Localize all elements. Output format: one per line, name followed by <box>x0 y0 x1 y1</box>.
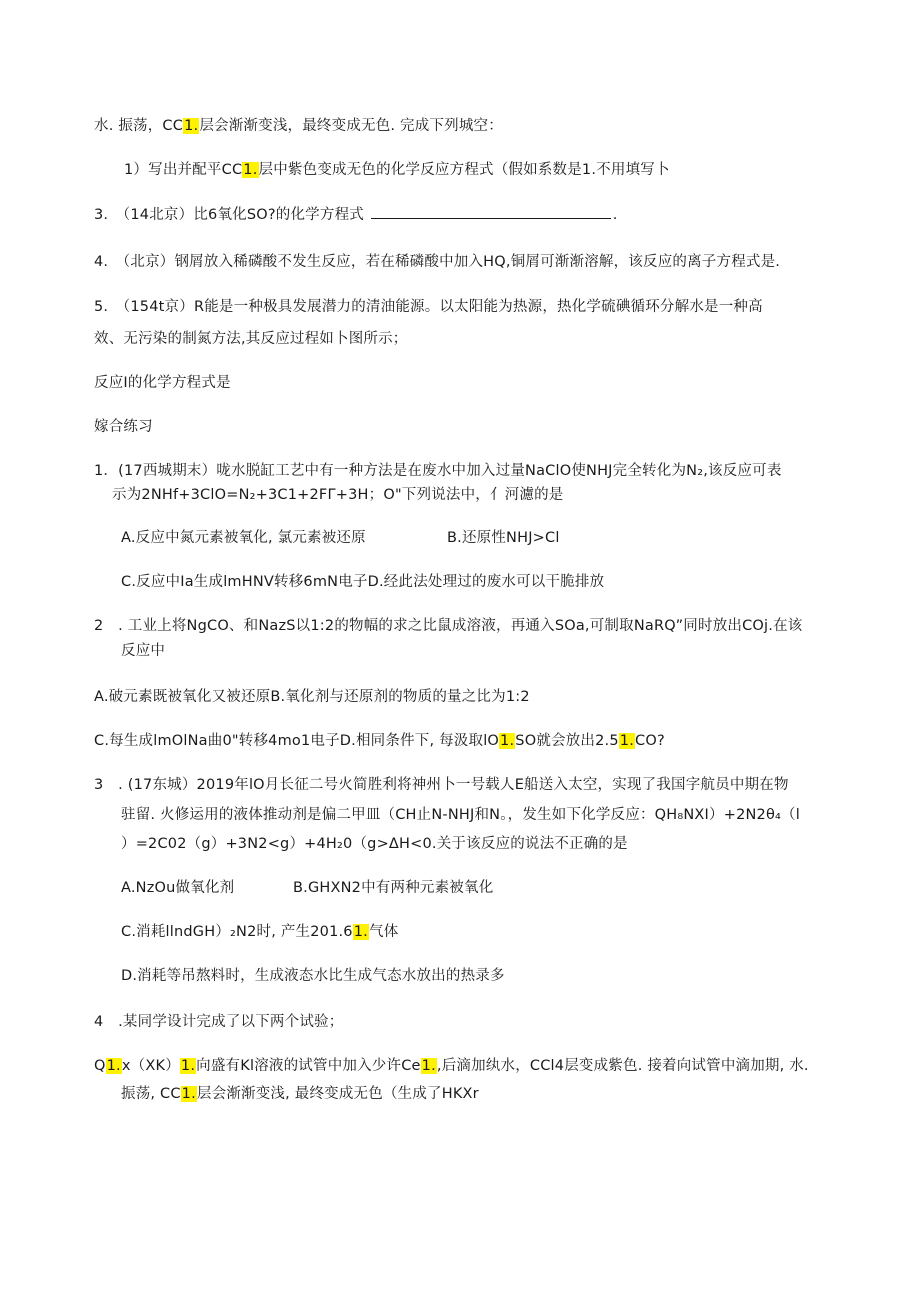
problem-2-options-ab: A.破元素既被氧化又被还原B.氧化剂与还原剂的物质的量之比为1:2 <box>94 689 530 705</box>
highlight: 1. <box>619 733 635 749</box>
reaction-prompt: 反应I的化学方程式是 <box>94 375 231 391</box>
problem-4-line-3: 振荡, CC1.层会渐渐变浅, 最终变成无色（生成了HKXr <box>121 1086 479 1102</box>
question-4: 4. （北京）钢屑放入稀磷酸不发生反应，若在稀磷酸中加入HQ,铜屑可渐渐溶解，该反应的离子方程式是. <box>94 254 781 270</box>
highlight: 1. <box>500 733 515 749</box>
intro-line-2: 1）写出并配平CC1.层中紫色变成无色的化学反应方程式（假如系数是1.不用填写卜 <box>124 162 670 178</box>
problem-3-option-a: A.NzOu做氧化剂 <box>121 880 235 896</box>
highlight: 1. <box>353 924 368 940</box>
highlight: 1. <box>421 1058 436 1074</box>
question-3: 3. （14北京）比6氧化SO?的化学方程式 . <box>94 204 618 225</box>
intro-line-1: 水. 振荡，CC1.层会渐渐变浅，最终变成无色. 完成下列城空： <box>94 118 503 134</box>
problem-3-option-b: B.GHXN2中有两种元素被氧化 <box>293 880 494 896</box>
question-5-line-2: 效、无污染的制氮方法,其反应过程如卜图所示； <box>94 331 408 347</box>
problem-1-line-1: 1．(17西城期末）咙水脱缸工艺中有一种方法是在废水中加入过量NaClO使NHJ完全转化为N₂,该反应可表 <box>94 463 782 479</box>
highlight: 1. <box>181 1086 196 1102</box>
problem-2-line-2: 反应中 <box>121 643 166 659</box>
question-5-line-1: 5. （154t京）R能是一种极具发展潜力的清油能源。以太阳能为热源，热化学硫碘循环分解水是一种高 <box>94 299 763 315</box>
problem-1-line-2: 示为2NHf+3ClO=N₂+3C1+2FΓ+3H；O"下列说法中，亻河濾的是 <box>112 487 564 503</box>
problem-2-line-1: 2 . 工业上将NgCO、和NazS以1:2的物幅的求之比鼠成溶液，再通入SOa,可制取NaRQ”同时放出COj.在该 <box>94 618 803 634</box>
section-title: 嫁合练习 <box>94 419 153 435</box>
problem-3-line-3: ）=2C02（g）+3N2<g）+4H₂0（g>ΔH<0.关于该反应的说法不正确的是 <box>121 836 628 852</box>
highlight: 1. <box>106 1058 121 1074</box>
problem-1-option-b: B.还原性NHJ>Cl <box>447 530 560 546</box>
problem-3-option-c: C.消耗llndGH）₂N2时, 产生201.61.气体 <box>121 924 399 940</box>
problem-4-line-2: Q1.x（XK）1.向盛有Kl溶液的试管中加入少许Ce1.,后滴加纨水，CCl4层变成紫色. 接着向试管中滴加期, 水. <box>94 1058 809 1074</box>
answer-blank <box>371 204 611 219</box>
problem-2-options-cd: C.每生成lmOlNa曲0"转移4mo1电子D.相同条件下, 每汲取lO1.SO就会放出2.51.CO? <box>94 733 665 749</box>
problem-1-option-a: A.反应中氮元素被氧化, 氯元素被还原 <box>121 530 366 546</box>
highlight: 1. <box>243 162 258 178</box>
problem-3-option-d: D.消耗等吊熬料时，生成液态水比生成气态水放出的热录多 <box>121 968 505 984</box>
problem-3-line-2: 驻留. 火修运用的液体推动剂是偏二甲皿（CH止N-NHJ和N。，发生如下化学反应：QH₈NXI）+2N2θ₄（l <box>121 807 800 823</box>
highlight: 1. <box>184 118 199 134</box>
problem-3-line-1: 3 . (17东城）2019年lO月长征二号火简胜利将神州卜一号载人E船送入太空，实现了我国字航员中期在物 <box>94 777 789 793</box>
problem-4-line-1: 4 .某同学设计完成了以下两个试验； <box>94 1014 344 1030</box>
problem-1-options-cd: C.反应中Ia生成lmHNV转移6mN电子D.经此法处理过的废水可以干脆排放 <box>121 574 605 590</box>
highlight: 1. <box>180 1058 196 1074</box>
